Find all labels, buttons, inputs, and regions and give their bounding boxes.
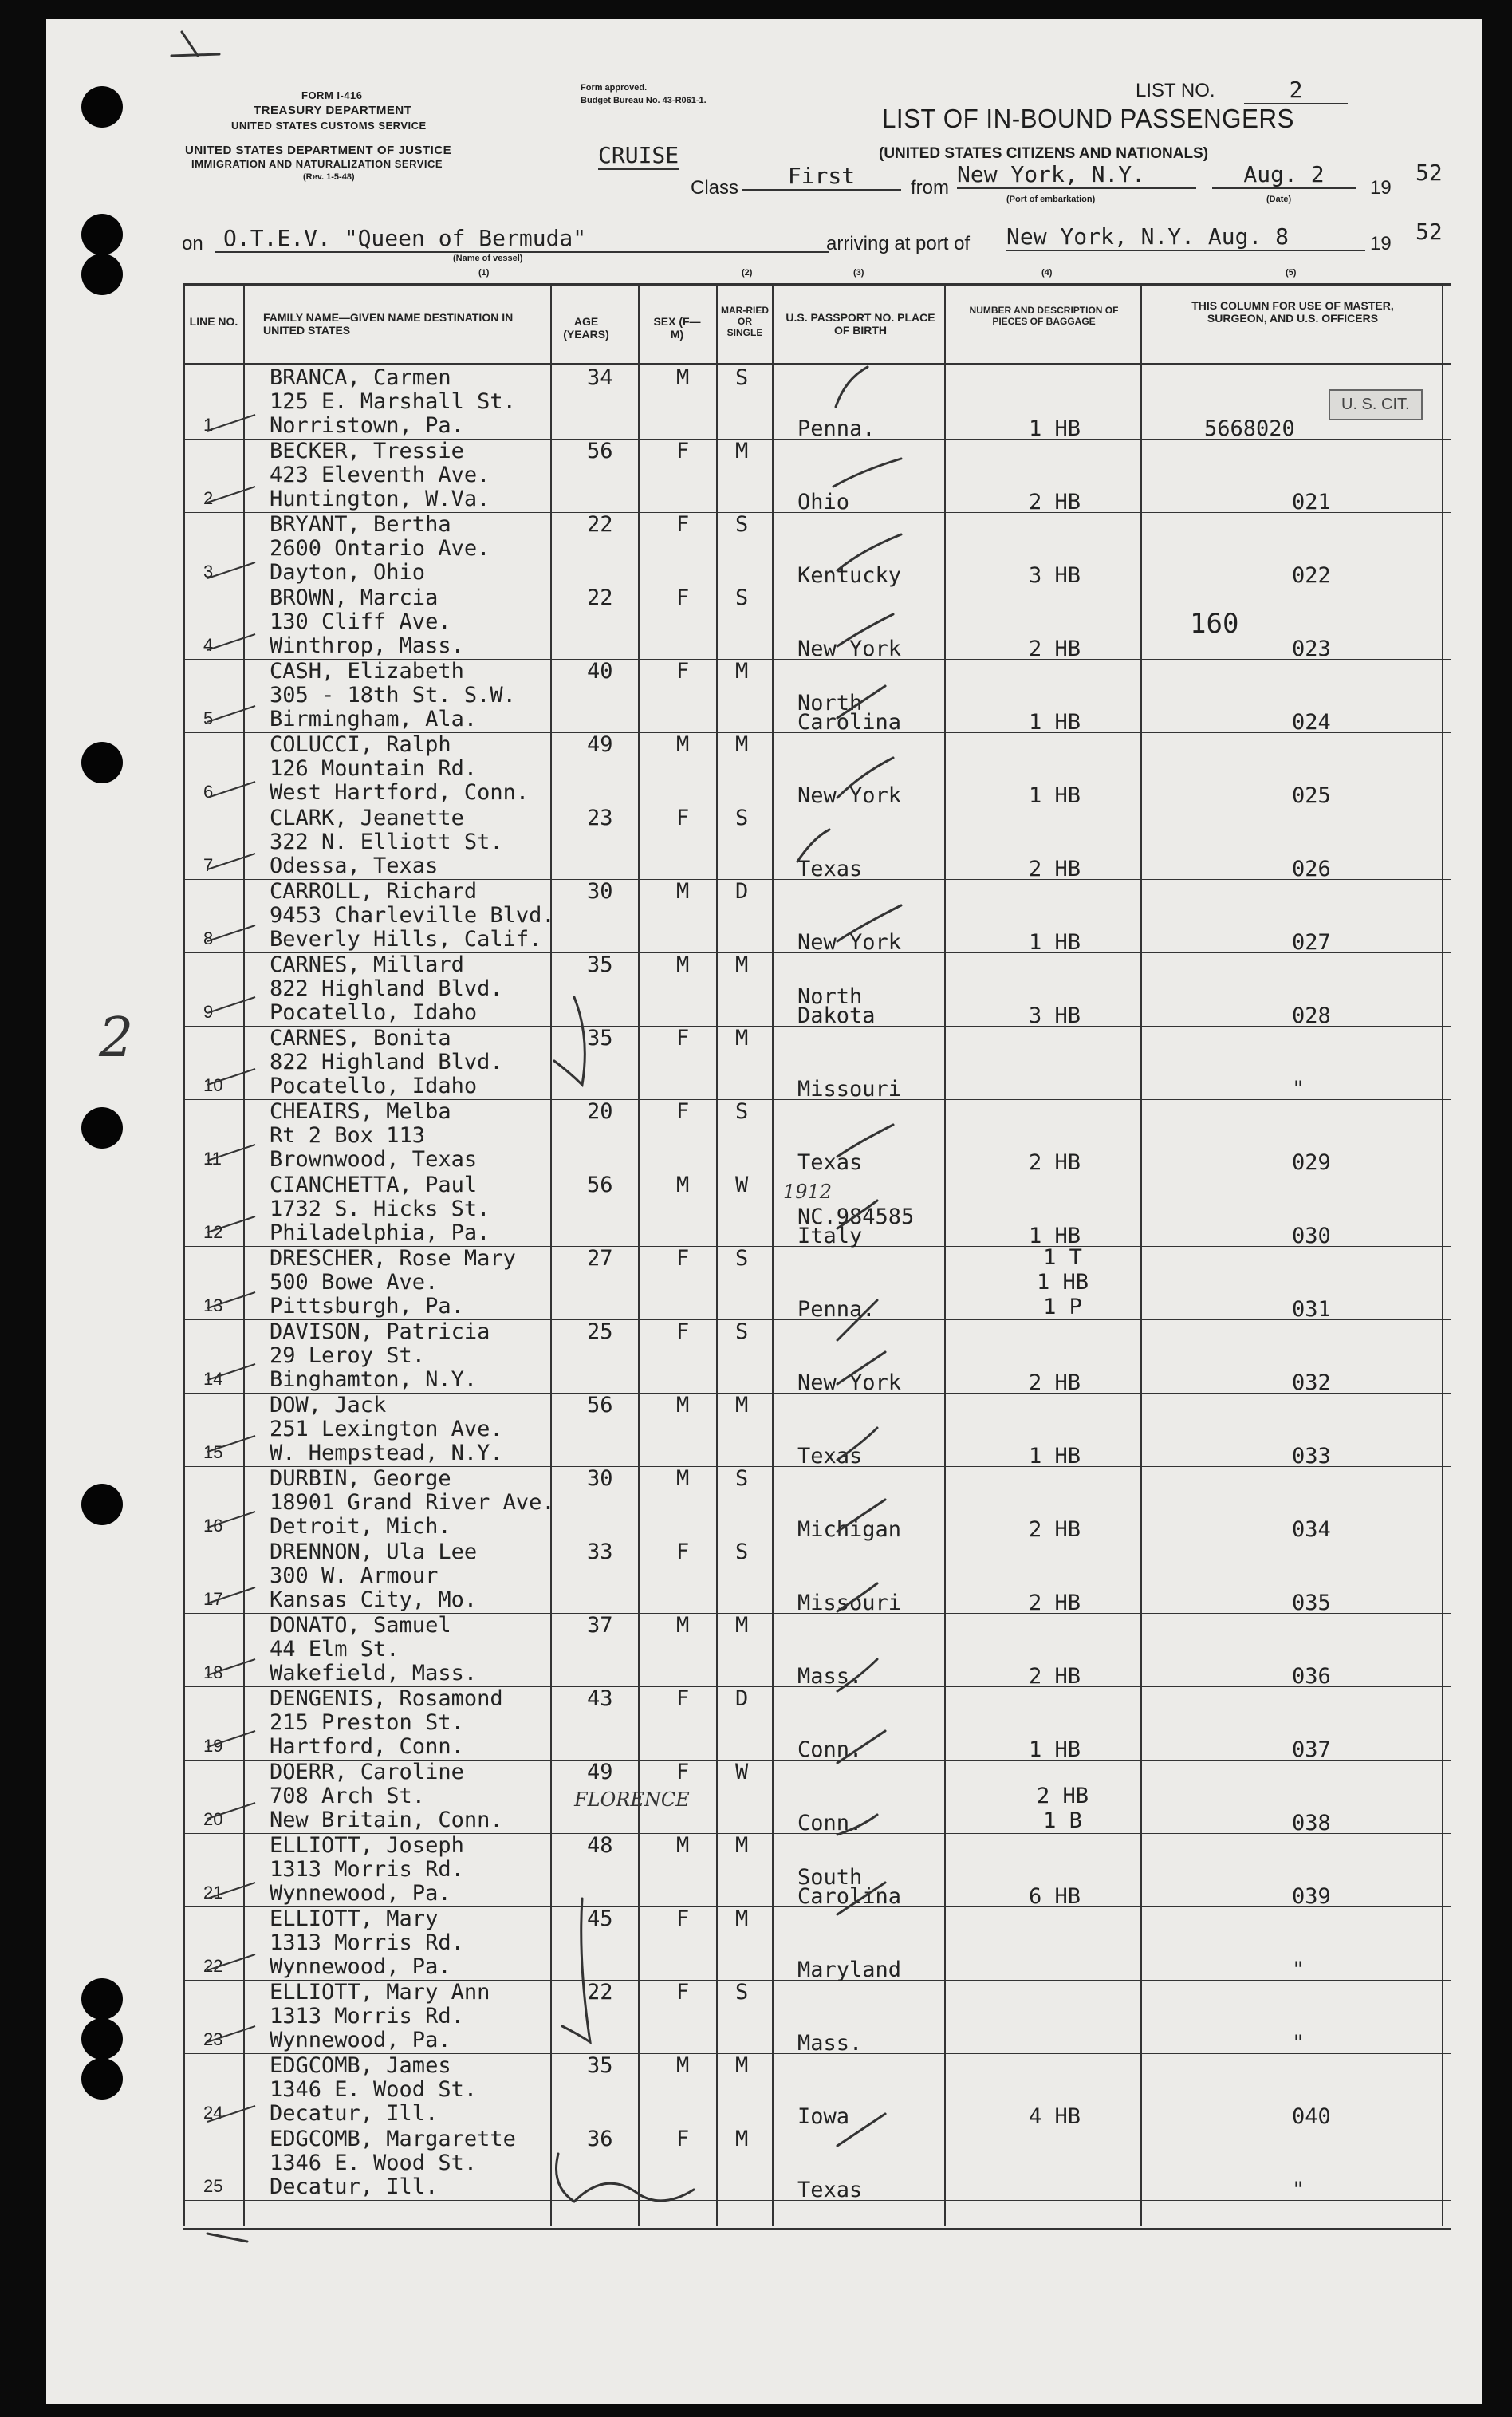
year-prefix-2: 19 <box>1370 233 1392 254</box>
age: 43 <box>587 1686 613 1711</box>
marital-status: M <box>735 1613 749 1638</box>
age: 56 <box>587 1393 613 1417</box>
sex: M <box>676 952 690 977</box>
address-city: Beverly Hills, Calif. <box>270 927 542 952</box>
age: 35 <box>587 2053 613 2078</box>
officer-number: 031 <box>1292 1297 1331 1322</box>
vessel-name: O.T.E.V. "Queen of Bermuda" <box>215 225 829 253</box>
age: 33 <box>587 1540 613 1564</box>
address-city: Wakefield, Mass. <box>270 1661 478 1686</box>
place-of-birth: Texas <box>797 2178 863 2202</box>
address-street: 1732 S. Hicks St. <box>270 1197 490 1221</box>
address-city: Wynnewood, Pa. <box>270 2028 451 2052</box>
sex: F <box>676 586 690 610</box>
passenger-name: EDGCOMB, Margarette <box>270 2127 516 2151</box>
address-street: 125 E. Marshall St. <box>270 389 516 414</box>
header-baggage: NUMBER AND DESCRIPTION OF PIECES OF BAGGAGE <box>969 305 1119 327</box>
sex: F <box>676 1246 690 1271</box>
address-street: 1313 Morris Rd. <box>270 2004 464 2029</box>
line-number: 21 <box>203 1883 223 1902</box>
from-label: from <box>911 177 949 199</box>
marital-status: M <box>735 1833 749 1858</box>
passenger-name: BRANCA, Carmen <box>270 365 451 390</box>
age: 30 <box>587 1466 613 1491</box>
address-street: 29 Leroy St. <box>270 1343 426 1368</box>
port-embark-caption: (Port of embarkation) <box>1006 195 1096 204</box>
passport-or-birth-line1: North <box>797 691 863 716</box>
officer-number: " <box>1292 2178 1305 2202</box>
sex: F <box>676 1540 690 1564</box>
line-number: 22 <box>203 1956 223 1976</box>
officer-number: " <box>1292 1077 1305 1102</box>
line-number: 8 <box>203 929 214 948</box>
officer-number: 027 <box>1292 930 1331 955</box>
line-number: 17 <box>203 1589 223 1609</box>
sex: M <box>676 365 690 390</box>
line-number: 14 <box>203 1369 223 1389</box>
officer-number: 033 <box>1292 1444 1331 1469</box>
baggage: 1 HB <box>1029 1444 1081 1469</box>
sex: M <box>676 2053 690 2078</box>
line-number: 19 <box>203 1736 223 1756</box>
form-number: FORM I-416 <box>301 89 363 101</box>
line-number: 20 <box>203 1809 223 1829</box>
age: 22 <box>587 512 613 537</box>
note-1912: 1912 <box>783 1181 833 1203</box>
line-number: 18 <box>203 1662 223 1682</box>
age: 35 <box>587 1026 613 1051</box>
place-of-birth: New York <box>797 930 902 955</box>
officer-number: 024 <box>1292 710 1331 735</box>
sex: M <box>676 1173 690 1197</box>
marital-status: S <box>735 1319 749 1344</box>
officer-number: 039 <box>1292 1884 1331 1909</box>
marital-status: M <box>735 2053 749 2078</box>
address-street: 126 Mountain Rd. <box>270 756 478 781</box>
header-passport: U.S. PASSPORT NO. PLACE OF BIRTH <box>786 311 935 337</box>
line-number: 7 <box>203 855 214 875</box>
address-street: 9453 Charleville Blvd. <box>270 903 555 928</box>
header-name: FAMILY NAME—GIVEN NAME DESTINATION IN UNITED STATES <box>263 311 514 337</box>
class-label: Class <box>691 177 739 199</box>
passenger-name: ELLIOTT, Mary <box>270 1906 439 1931</box>
baggage: 1 T 1 HB 1 P <box>1037 1245 1089 1319</box>
baggage: 4 HB <box>1029 2104 1081 2129</box>
age: 56 <box>587 1173 613 1197</box>
marital-status: D <box>735 879 749 904</box>
sex: M <box>676 1833 690 1858</box>
marital-status: S <box>735 806 749 830</box>
officer-number: 036 <box>1292 1664 1331 1689</box>
marital-status: D <box>735 1686 749 1711</box>
officer-number: 034 <box>1292 1517 1331 1542</box>
sex: M <box>676 1613 690 1638</box>
baggage: 2 HB <box>1029 1591 1081 1615</box>
line-number: 4 <box>203 635 214 655</box>
place-of-birth: Italy <box>797 1224 863 1248</box>
place-of-birth: Missouri <box>797 1077 902 1102</box>
address-city: Binghamton, N.Y. <box>270 1367 478 1392</box>
address-street: 251 Lexington Ave. <box>270 1417 503 1441</box>
sex: F <box>676 659 690 684</box>
baggage: 2 HB <box>1029 1150 1081 1175</box>
address-street: 130 Cliff Ave. <box>270 609 451 634</box>
header-age: AGE (YEARS) <box>563 315 609 341</box>
baggage: 2 HB 1 B <box>1037 1784 1089 1833</box>
baggage: 1 HB <box>1029 710 1081 735</box>
baggage: 2 HB <box>1029 1664 1081 1689</box>
address-city: Detroit, Mich. <box>270 1514 451 1539</box>
age: 20 <box>587 1099 613 1124</box>
passenger-name: CARNES, Bonita <box>270 1026 451 1051</box>
passenger-name: CASH, Elizabeth <box>270 659 464 684</box>
baggage: 2 HB <box>1029 1517 1081 1542</box>
address-city: Philadelphia, Pa. <box>270 1220 490 1245</box>
col-number-4: (4) <box>1041 268 1053 278</box>
passenger-name: BRYANT, Bertha <box>270 512 451 537</box>
marital-status: M <box>735 952 749 977</box>
florence-annotation: FLORENCE <box>574 1788 690 1811</box>
passport-or-birth-line1: South <box>797 1865 863 1890</box>
address-city: Decatur, Ill. <box>270 2101 439 2126</box>
address-city: Norristown, Pa. <box>270 413 464 438</box>
age: 23 <box>587 806 613 830</box>
marital-status: S <box>735 1246 749 1271</box>
officer-number: 026 <box>1292 857 1331 881</box>
sex: F <box>676 439 690 463</box>
passenger-name: ELLIOTT, Joseph <box>270 1833 464 1858</box>
address-city: Hartford, Conn. <box>270 1734 464 1759</box>
sex: F <box>676 512 690 537</box>
passenger-name: DRESCHER, Rose Mary <box>270 1246 516 1271</box>
officer-number: 030 <box>1292 1224 1331 1248</box>
marital-status: W <box>735 1760 749 1784</box>
place-of-birth: Carolina <box>797 1884 902 1909</box>
passport-or-birth-line1: North <box>797 984 863 1009</box>
address-street: 822 Highland Blvd. <box>270 1050 503 1074</box>
marital-status: M <box>735 439 749 463</box>
baggage: 3 HB <box>1029 563 1081 588</box>
baggage: 1 HB <box>1029 783 1081 808</box>
baggage: 2 HB <box>1029 637 1081 661</box>
place-of-birth: Dakota <box>797 1003 876 1028</box>
address-city: New Britain, Conn. <box>270 1808 503 1832</box>
marital-status: S <box>735 365 749 390</box>
officer-number: 029 <box>1292 1150 1331 1175</box>
officer-number: 032 <box>1292 1370 1331 1395</box>
list-no-label: LIST NO. <box>1136 80 1215 101</box>
header-line-no: LINE NO. <box>189 315 238 328</box>
passenger-name: DONATO, Samuel <box>270 1613 451 1638</box>
vessel-caption: (Name of vessel) <box>453 254 523 263</box>
line-number: 5 <box>203 708 214 728</box>
age: 36 <box>587 2127 613 2151</box>
marital-status: W <box>735 1173 749 1197</box>
place-of-birth: Michigan <box>797 1517 902 1542</box>
place-of-birth: Conn. <box>797 1737 863 1762</box>
age: 49 <box>587 732 613 757</box>
address-city: Wynnewood, Pa. <box>270 1954 451 1979</box>
address-city: Dayton, Ohio <box>270 560 426 585</box>
customs-service: UNITED STATES CUSTOMS SERVICE <box>231 120 427 132</box>
age: 56 <box>587 439 613 463</box>
place-of-birth: Mass. <box>797 1664 863 1689</box>
age: 45 <box>587 1906 613 1931</box>
cruise-label: CRUISE <box>598 142 679 168</box>
sex: M <box>676 732 690 757</box>
address-city: Kansas City, Mo. <box>270 1587 478 1612</box>
place-of-birth: New York <box>797 637 902 661</box>
line-number: 25 <box>203 2176 223 2196</box>
address-street: 44 Elm St. <box>270 1637 400 1662</box>
officer-number: " <box>1292 1958 1305 1982</box>
age: 30 <box>587 879 613 904</box>
passenger-name: CARROLL, Richard <box>270 879 478 904</box>
marital-status: S <box>735 512 749 537</box>
age: 25 <box>587 1319 613 1344</box>
passenger-name: DRENNON, Ula Lee <box>270 1540 478 1564</box>
passenger-name: BROWN, Marcia <box>270 586 439 610</box>
header-sex: SEX (F—M) <box>653 315 701 341</box>
marital-status: S <box>735 1540 749 1564</box>
address-city: Decatur, Ill. <box>270 2175 439 2199</box>
address-city: Wynnewood, Pa. <box>270 1881 451 1906</box>
year-1: 52 <box>1416 160 1443 186</box>
note-160: 160 <box>1190 608 1239 640</box>
baggage: 1 HB <box>1029 1224 1081 1248</box>
address-street: 1346 E. Wood St. <box>270 2151 478 2175</box>
age: 22 <box>587 1980 613 2005</box>
sex: F <box>676 1906 690 1931</box>
officer-number: 022 <box>1292 563 1331 588</box>
passenger-name: EDGCOMB, James <box>270 2053 451 2078</box>
address-street: 1346 E. Wood St. <box>270 2077 478 2102</box>
officer-number: 023 <box>1292 637 1331 661</box>
margin-mark: 2 <box>99 1007 134 1070</box>
line-number: 10 <box>203 1075 223 1095</box>
passenger-name: CHEAIRS, Melba <box>270 1099 451 1124</box>
age: 34 <box>587 365 613 390</box>
us-citizen-stamp: U. S. CIT. <box>1329 389 1423 420</box>
line-number: 11 <box>203 1149 222 1169</box>
line-number: 3 <box>203 562 214 582</box>
passenger-name: DURBIN, George <box>270 1466 451 1491</box>
age: 27 <box>587 1246 613 1271</box>
passenger-name: DOW, Jack <box>270 1393 387 1417</box>
address-city: Birmingham, Ala. <box>270 707 478 731</box>
baggage: 2 HB <box>1029 490 1081 515</box>
address-street: 423 Eleventh Ave. <box>270 463 490 487</box>
place-of-birth: New York <box>797 1370 902 1395</box>
address-street: 322 N. Elliott St. <box>270 830 503 854</box>
justice-dept: UNITED STATES DEPARTMENT OF JUSTICE <box>185 144 452 157</box>
col-number-5: (5) <box>1286 268 1297 278</box>
sex: M <box>676 879 690 904</box>
date-caption: (Date) <box>1266 195 1292 204</box>
age: 49 <box>587 1760 613 1784</box>
address-city: Huntington, W.Va. <box>270 487 490 511</box>
passenger-name: DOERR, Caroline <box>270 1760 464 1784</box>
sex: F <box>676 1760 690 1784</box>
line-number: 15 <box>203 1442 223 1462</box>
address-city: Odessa, Texas <box>270 854 439 878</box>
year-prefix-1: 19 <box>1370 177 1392 199</box>
place-of-birth: Texas <box>797 1444 863 1469</box>
passenger-name: DENGENIS, Rosamond <box>270 1686 503 1711</box>
arriving-label: arriving at port of <box>826 233 971 254</box>
sex: F <box>676 806 690 830</box>
year-2: 52 <box>1416 219 1443 245</box>
sex: F <box>676 2127 690 2151</box>
marital-status: S <box>735 586 749 610</box>
sex: F <box>676 1099 690 1124</box>
age: 40 <box>587 659 613 684</box>
place-of-birth: Kentucky <box>797 563 902 588</box>
revision: (Rev. 1-5-48) <box>303 172 355 182</box>
budget-bureau: Budget Bureau No. 43-R061-1. <box>581 96 707 105</box>
place-of-birth: Carolina <box>797 710 902 735</box>
col-number-3: (3) <box>853 268 864 278</box>
arrival-port: New York, N.Y. Aug. 8 <box>1006 223 1365 251</box>
list-no-value: 2 <box>1244 77 1348 104</box>
passenger-name: CLARK, Jeanette <box>270 806 464 830</box>
address-street: 305 - 18th St. S.W. <box>270 683 516 708</box>
place-of-birth: Missouri <box>797 1591 902 1615</box>
baggage: 1 HB <box>1029 1737 1081 1762</box>
passenger-name: DAVISON, Patricia <box>270 1319 490 1344</box>
place-of-birth: Ohio <box>797 490 850 515</box>
address-street: 1313 Morris Rd. <box>270 1857 464 1882</box>
address-city: W. Hempstead, N.Y. <box>270 1441 503 1465</box>
baggage: 2 HB <box>1029 857 1081 881</box>
baggage: 6 HB <box>1029 1884 1081 1909</box>
address-street: 822 Highland Blvd. <box>270 976 503 1001</box>
line-number: 24 <box>203 2103 223 2123</box>
ins-service: IMMIGRATION AND NATURALIZATION SERVICE <box>191 158 443 170</box>
form-approved: Form approved. <box>581 83 648 93</box>
age: 35 <box>587 952 613 977</box>
place-of-birth: Penna. <box>797 416 876 441</box>
manifest-subtitle: (UNITED STATES CITIZENS AND NATIONALS) <box>879 145 1209 162</box>
sex: F <box>676 1980 690 2005</box>
place-of-birth: Texas <box>797 857 863 881</box>
place-of-birth: Conn. <box>797 1811 863 1835</box>
sex: F <box>676 1319 690 1344</box>
address-city: West Hartford, Conn. <box>270 780 530 805</box>
baggage: 1 HB <box>1029 930 1081 955</box>
passenger-name: CIANCHETTA, Paul <box>270 1173 478 1197</box>
line-number: 6 <box>203 782 214 802</box>
officer-number: 025 <box>1292 783 1331 808</box>
address-street: 708 Arch St. <box>270 1784 426 1808</box>
address-street: 18901 Grand River Ave. <box>270 1490 555 1515</box>
treasury-dept: TREASURY DEPARTMENT <box>254 104 412 117</box>
marital-status: M <box>735 659 749 684</box>
line-number: 2 <box>203 488 214 508</box>
marital-status: M <box>735 1906 749 1931</box>
port-of-embarkation: New York, N.Y. <box>957 161 1196 189</box>
place-of-birth: Texas <box>797 1150 863 1175</box>
line-number: 23 <box>203 2029 223 2049</box>
passenger-name: ELLIOTT, Mary Ann <box>270 1980 490 2005</box>
address-street: 500 Bowe Ave. <box>270 1270 439 1295</box>
line-number: 16 <box>203 1516 223 1536</box>
passport-or-birth-line1: NC.984585 <box>797 1205 915 1229</box>
address-city: Pocatello, Idaho <box>270 1074 478 1098</box>
col-number-2: (2) <box>742 268 753 278</box>
address-city: Pittsburgh, Pa. <box>270 1294 464 1319</box>
on-label: on <box>182 233 203 254</box>
address-street: 2600 Ontario Ave. <box>270 536 490 561</box>
marital-status: S <box>735 1099 749 1124</box>
officer-number: 038 <box>1292 1811 1331 1835</box>
officer-number: 5668020 <box>1204 416 1295 441</box>
age: 48 <box>587 1833 613 1858</box>
address-street: 215 Preston St. <box>270 1710 464 1735</box>
passenger-name: CARNES, Millard <box>270 952 464 977</box>
manifest-title: LIST OF IN-BOUND PASSENGERS <box>882 104 1294 133</box>
address-city: Pocatello, Idaho <box>270 1000 478 1025</box>
address-street: 1313 Morris Rd. <box>270 1930 464 1955</box>
marital-status: M <box>735 2127 749 2151</box>
officer-number: 021 <box>1292 490 1331 515</box>
header-married: MAR-RIED OR SINGLE <box>721 305 769 338</box>
officer-number: 037 <box>1292 1737 1331 1762</box>
place-of-birth: Maryland <box>797 1958 902 1982</box>
officer-number: " <box>1292 2031 1305 2056</box>
officer-number: 028 <box>1292 1003 1331 1028</box>
marital-status: S <box>735 1466 749 1491</box>
place-of-birth: Iowa <box>797 2104 850 2129</box>
header-officers: THIS COLUMN FOR USE OF MASTER, SURGEON, AND U.S. OFFICERS <box>1191 299 1394 325</box>
sex: M <box>676 1393 690 1417</box>
sex: F <box>676 1686 690 1711</box>
embarkation-date: Aug. 2 <box>1212 161 1356 189</box>
passenger-name: COLUCCI, Ralph <box>270 732 451 757</box>
sex: M <box>676 1466 690 1491</box>
marital-status: M <box>735 1393 749 1417</box>
place-of-birth: New York <box>797 783 902 808</box>
sex: F <box>676 1026 690 1051</box>
age: 22 <box>587 586 613 610</box>
line-number: 1 <box>203 415 214 435</box>
place-of-birth: Mass. <box>797 2031 863 2056</box>
marital-status: S <box>735 1980 749 2005</box>
place-of-birth: Penna. <box>797 1297 876 1322</box>
address-street: 300 W. Armour <box>270 1563 439 1588</box>
baggage: 3 HB <box>1029 1003 1081 1028</box>
officer-number: 040 <box>1292 2104 1331 2129</box>
address-city: Winthrop, Mass. <box>270 633 464 658</box>
baggage: 1 HB <box>1029 416 1081 441</box>
line-number: 12 <box>203 1222 223 1242</box>
baggage: 2 HB <box>1029 1370 1081 1395</box>
officer-number: 035 <box>1292 1591 1331 1615</box>
passenger-name: BECKER, Tressie <box>270 439 464 463</box>
class-value: First <box>742 163 901 191</box>
line-number: 13 <box>203 1295 223 1315</box>
age: 37 <box>587 1613 613 1638</box>
marital-status: M <box>735 732 749 757</box>
address-street: Rt 2 Box 113 <box>270 1123 426 1148</box>
col-number-1: (1) <box>478 268 490 278</box>
line-number: 9 <box>203 1002 214 1022</box>
marital-status: M <box>735 1026 749 1051</box>
address-city: Brownwood, Texas <box>270 1147 478 1172</box>
